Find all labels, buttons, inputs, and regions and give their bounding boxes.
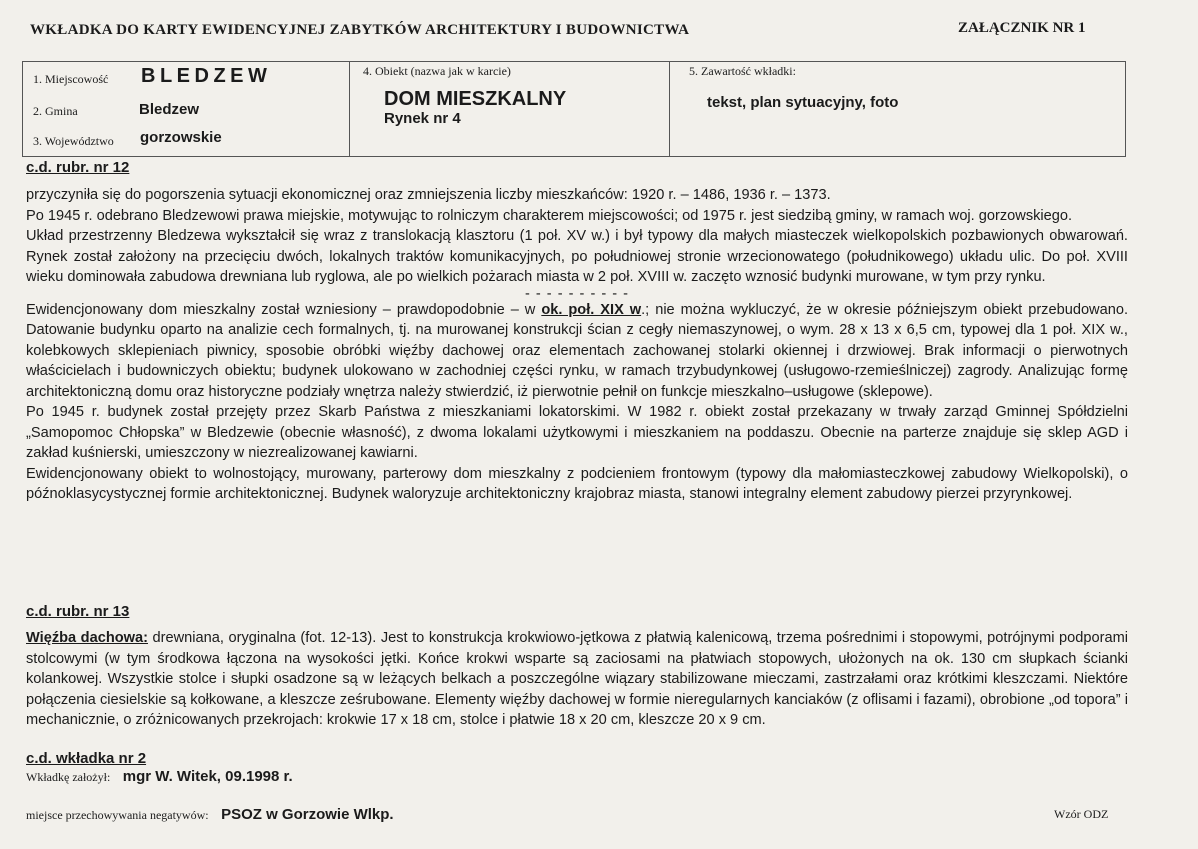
header-fields-grid xyxy=(22,61,1126,157)
roof-truss-label: Więźba dachowa: xyxy=(26,630,148,646)
object-address: Rynek nr 4 xyxy=(384,110,461,127)
separator: - - - - - - - - - - xyxy=(524,285,630,302)
section-12-heading: c.d. rubr. nr 12 xyxy=(26,159,130,176)
annex-number: ZAŁĄCZNIK NR 1 xyxy=(958,20,1086,36)
object-label: 4. Obiekt (nazwa jak w karcie) xyxy=(363,64,511,78)
paragraph: Ewidencjonowany dom mieszkalny został wzniesiony – prawdopodobnie – w ok. poł. XIX w.; nie można wykluczyć, że w okresie późniejszym obiekt przebudowano. Datowanie budynku oparto na analizie cech formalnych, tj. na murowanej konstrukcji ścian z cegły niemaszynowej, o wym. 28 x 13 x 6,5 cm, typowej dla 1 poł. XIX w., kolebkowych sklepieniach piwnicy, sposobie obróbki więźby dachowej oraz elementach zachowanej stolarki okiennej i drzwiowej. Brak informacji o pierwotnych właścicielach i budowniczych obiektu; budynek ulokowano w zachodniej części rynku, w ramach trzybudynkowej (usługowo-rzemieślniczej) zagrody. Analizując formę architektoniczną domu oraz historyczne podziały wnętrza należy stwierdzić, iż pierwotnie pełnił on funkcje mieszkalno–usługowe (sklepowe). xyxy=(26,301,1128,400)
commune-value: Bledzew xyxy=(139,101,200,118)
paragraph: Po 1945 r. odebrano Bledzewowi prawa miejskie, motywując to rolniczym charakterem miejscowości; od 1975 r. jest siedzibą gminy, w ramach woj. gorzowskiego. xyxy=(26,207,1073,224)
contents-label: 5. Zawartość wkładki: xyxy=(689,64,796,78)
voivodeship-label: 3. Województwo xyxy=(33,134,114,148)
paragraph: Układ przestrzenny Bledzewa wykształcił się wraz z translokacją klasztoru (1 poł. XV w.) i był typowy dla małych miasteczek wielkopolskich pozbawionych obwarowań. Rynek został założony na przecięciu dwóch, lokalnych traktów komunikacyjnych, po południowej stronie wrzecionowatego (południkowego) układu ulic. Do poł. XVIII wieku dominowała zabudowa drewniana lub ryglowa, ale po wielkich pożarach miasta w 2 poł. XVIII w. zaczęto wznosić budynki murowane, w tym przy rynku. xyxy=(26,228,1128,285)
insert-heading: c.d. wkładka nr 2 xyxy=(26,750,147,767)
paragraph: Ewidencjonowany obiekt to wolnostojący, murowany, parterowy dom mieszkalny z podcieniem frontowym (typowy dla małomiasteczkowej zabudowy Wielkopolski), o późnoklasycystycznej formie architektonicznej. Budynek waloryzuje architektoniczny krajobraz miasta, stanowi integralny element zabudowy pierzei przyrynkowej. xyxy=(26,465,1128,502)
object-name: DOM MIESZKALNY xyxy=(384,88,567,110)
form-title: WKŁADKA DO KARTY EWIDENCYJNEJ ZABYTKÓW ARCHITEKTURY I BUDOWNICTWA xyxy=(30,22,690,38)
voivodeship-value: gorzowskie xyxy=(140,129,222,146)
grid-divider xyxy=(669,62,670,156)
contents-value: tekst, plan sytuacyjny, foto xyxy=(707,94,899,111)
paragraph: przyczyniła się do pogorszenia sytuacji ekonomicznej oraz zmniejszenia liczby mieszkańców: 1920 r. – 1486, 1936 r. – 1373. xyxy=(26,187,831,203)
storage-row xyxy=(26,806,394,824)
dating-emphasis: ok. poł. XIX w xyxy=(541,301,642,318)
paragraph: Więźba dachowa: drewniana, oryginalna (fot. 12-13). Jest to konstrukcja krokwiowo-jętkowa z płatwią kalenicową, trzema pośrednimi i stopowymi, potrójnymi podporami stolcowymi (w tym środkowa łączona na wysokości jętki. Końce krokwi wsparte są zaciosami na płatwiach stopowych, ułożonych na ok. 130 cm słupkach ścianki kolankowej. Wszystkie stolce i słupki osadzone są w leżących belkach a poszczególne wiązary stabilizowane mieczami, zastrzałami oraz krótkimi kleszczami. Niektóre połączenia ciesielskie są kołkowane, a kleszcze ześrubowane. Elementy więźby dachowej w formie nieregularnych kanciaków (z oflisami i fazami), obrobione „od topora” i mechanicznie, o zróżnicowanych przekrojach: krokwie 17 x 18 cm, stolce i płatwie 18 x 20 cm, kleszcze 20 x 9 cm. xyxy=(26,630,1128,728)
town-value: BLEDZEW xyxy=(141,65,272,87)
storage-label: miejsce przechowywania negatywów: xyxy=(26,808,209,822)
form-code: Wzór ODZ xyxy=(1054,807,1109,821)
section-13-body xyxy=(26,628,1128,731)
storage-value: PSOZ w Gorzowie Wlkp. xyxy=(221,806,394,823)
section-13-heading: c.d. rubr. nr 13 xyxy=(26,603,130,620)
prepared-label: Wkładkę założył: xyxy=(26,770,111,784)
prepared-value: mgr W. Witek, 09.1998 r. xyxy=(122,768,293,785)
prepared-by-row xyxy=(26,768,293,786)
commune-label: 2. Gmina xyxy=(33,104,78,118)
grid-divider xyxy=(349,62,350,156)
town-label: 1. Miejscowość xyxy=(33,72,109,86)
section-12-body xyxy=(26,185,1128,505)
paragraph: Po 1945 r. budynek został przejęty przez Skarb Państwa z mieszkaniami lokatorskimi. W 1982 r. obiekt został przekazany w trwały zarząd Gminnej Spółdzielni „Samopomoc Chłopska” w Bledzewie (obecnie własność), z dwoma lokalami użytkowymi i mieszkaniem na poddaszu. Obecnie na parterze znajduje się sklep AGD i zakład kuśnierski, umieszczony w niezrealizowanej kawiarni. xyxy=(26,404,1128,461)
